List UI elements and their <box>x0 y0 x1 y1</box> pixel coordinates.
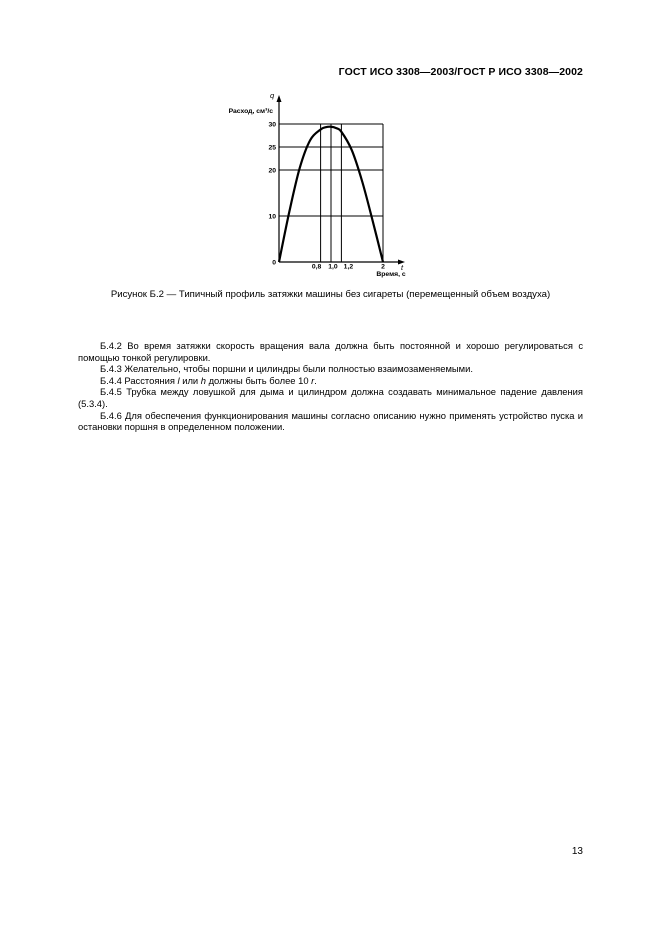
x-tick-label: 2 <box>381 263 385 271</box>
section-text: Для обеспечения функционирования машины согласно описанию нужно применять устройство пуска и остановки поршня в определенном положении. <box>78 409 583 433</box>
section-text: Во время затяжки скорость вращения вала должна быть постоянной и хорошо регулироваться с помощью тонкой регулировки. <box>78 340 584 363</box>
chart-tick-labels <box>268 122 385 271</box>
section-number: Б.4.2 <box>100 340 122 351</box>
y-tick-label: 10 <box>268 213 276 221</box>
section-text: Расстояния <box>124 374 178 386</box>
variable-r: r <box>311 374 315 386</box>
x-axis-label: Время, с <box>376 271 406 278</box>
y-tick-label: 20 <box>268 167 276 175</box>
section-number: Б.4.6 <box>100 409 122 421</box>
document-header: ГОСТ ИСО 3308—2003/ГОСТ Р ИСО 3308—2002 <box>338 66 583 78</box>
section-b44: Б.4.4 Расстояния l или h должны быть более 10 r. <box>100 374 317 386</box>
section-text: Трубка между ловушкой для дыма и цилиндром должна создавать минимальное падение давления (5.3.4). <box>78 386 583 409</box>
section-b42 <box>78 340 583 363</box>
y-axis-symbol: q <box>270 91 275 100</box>
x-tick-label: 1,0 <box>328 263 338 271</box>
section-b45 <box>78 386 583 409</box>
origin-label: 0 <box>272 259 276 267</box>
x-tick-label: 1,2 <box>343 263 354 271</box>
y-tick-label: 25 <box>268 144 276 152</box>
y-tick-label: 30 <box>268 121 276 129</box>
section-text: Желательно, чтобы поршни и цилиндры были полностью взаимозаменяемыми. <box>124 363 473 375</box>
section-number: Б.4.4 <box>100 374 122 386</box>
x-axis-symbol: t <box>401 263 404 272</box>
body-text <box>78 340 583 433</box>
figure-caption: Рисунок Б.2 — Типичный профиль затяжки машины без сигареты (перемещенный объем воздуха) <box>110 289 551 300</box>
variable-h: h <box>200 374 206 386</box>
section-number: Б.4.3 <box>100 363 122 375</box>
puff-profile-chart <box>0 0 661 290</box>
section-number: Б.4.5 <box>100 386 122 398</box>
y-axis-label: Расход, см³/с <box>228 108 273 115</box>
page-number: 13 <box>571 846 583 857</box>
x-tick-label: 0,8 <box>311 263 322 271</box>
section-b46 <box>78 410 583 433</box>
variable-l: l <box>177 374 180 386</box>
y-axis-arrow <box>277 95 282 102</box>
section-b43 <box>78 363 583 375</box>
